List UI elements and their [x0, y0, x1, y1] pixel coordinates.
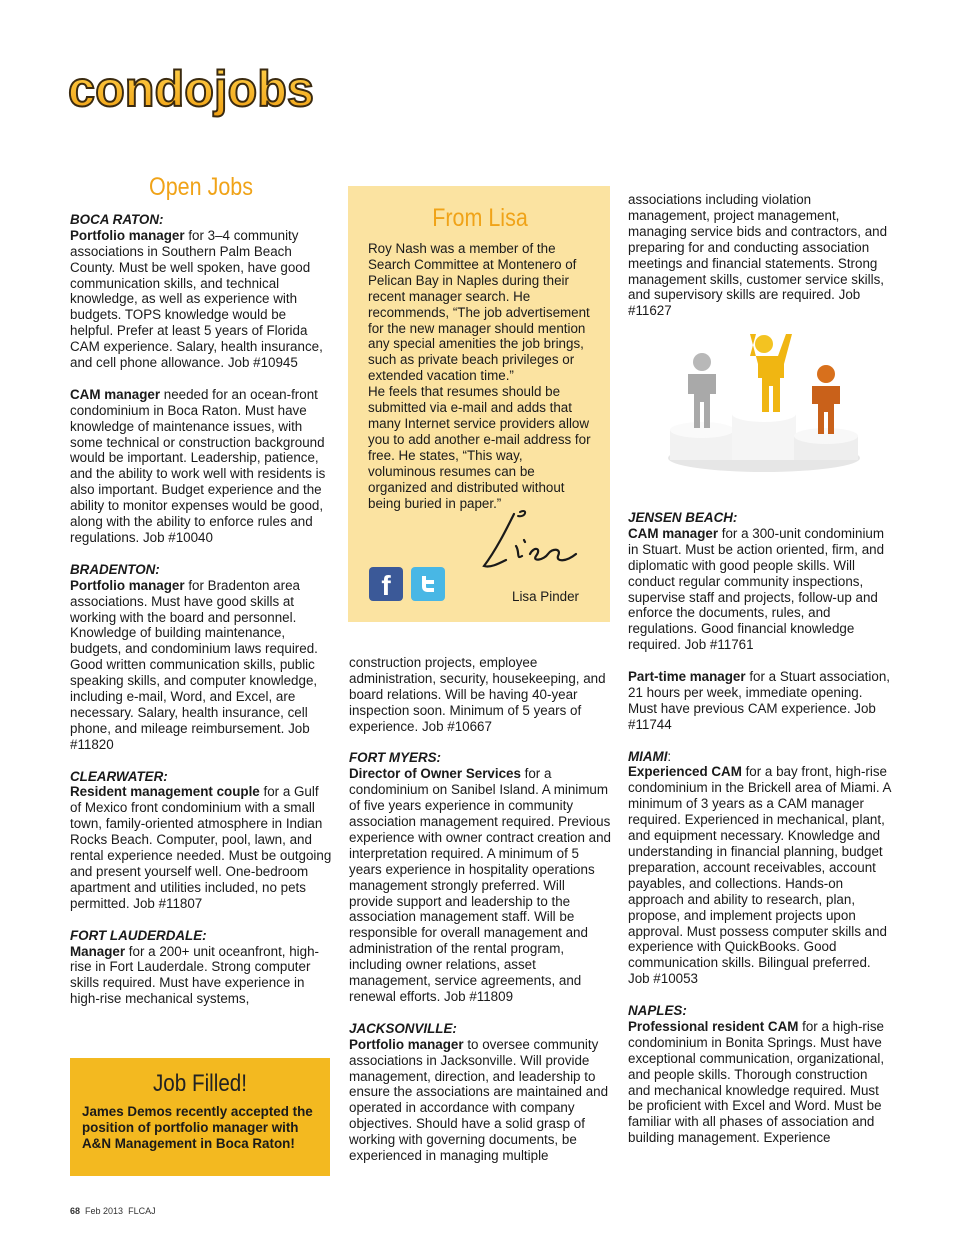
job-title: Part-time manager: [628, 669, 746, 685]
city-bradenton: BRADENTON:: [70, 561, 160, 577]
twitter-icon[interactable]: [411, 567, 445, 601]
job-body: for a condominium on Sanibel Island. A minimum of five years experience in community association management required. Previous experience with owner contract creation and interpretation required. A minimum of 5 years experience in hospitality operations management strongly preferred. Will provide support and leadership to the association management staff. Will be responsible for overall management and administration of the rental program, including owner relations, asset management, service agreements, and renewal efforts. Job #11809: [349, 766, 612, 1005]
logo-text: condojobs: [68, 62, 314, 117]
city-jensen-beach: JENSEN BEACH:: [628, 510, 738, 525]
city-clearwater: CLEARWATER:: [70, 768, 168, 784]
lisa-paragraph-2: He feels that resumes should be submitted via e-mail and adds that many Internet service providers allow you to add another e-mail address for free. He states, “This way, voluminous resumes can be organized and distributed without being buried in paper.”: [368, 384, 591, 511]
job-body: for a Stuart association, 21 hours per week, immediate opening. Must have previous CAM experience. Job #11744: [628, 669, 890, 732]
twitter-bird-icon: [411, 567, 445, 601]
job-title: CAM manager: [70, 386, 161, 402]
column-3-bottom: [628, 510, 892, 1146]
column-3-top: [628, 192, 892, 319]
city-miami-colon: :: [667, 748, 672, 764]
job-filled-body: James Demos recently accepted the position of portfolio manager with A&N Management in Boca Raton!: [82, 1104, 313, 1151]
job-body: for a high-rise condominium in Bonita Springs. Must have exceptional communication, organizational, and people skills. Thorough construction and mechanical knowledge required. Must be proficient with Excel and Word. Must be familiar with all phases of association and building management. Experience: [628, 1018, 885, 1146]
job-title: Resident management couple: [70, 784, 260, 800]
job-miami: [628, 764, 892, 987]
job-title: Portfolio manager: [70, 227, 185, 243]
condojobs-logo-graphic: [64, 62, 322, 124]
city-fort-myers: FORT MYERS:: [349, 750, 442, 766]
column-1: [70, 173, 332, 1007]
job-title: Experienced CAM: [628, 764, 742, 780]
city-miami: [628, 749, 892, 765]
job-body: to oversee community associations in Jacksonville. Will provide management, direction, and leadership to ensure the associations are maintained and operated in accordance with company objectives. Should have a solid grasp of working with governing documents, be experienced in managing multiple: [349, 1036, 609, 1164]
issue-date: Feb 2013: [85, 1206, 124, 1216]
from-lisa-heading: From Lisa: [432, 204, 528, 232]
job-title: Portfolio manager: [70, 577, 185, 593]
job-body: for 3–4 community associations in Southern Palm Beach County. Must be well spoken, have good communication skills, and technical knowledge, as well as experience with budgets. TOPS knowledge would be helpful. Prefer at least 5 years of Florida CAM experience. Salary, health insurance, and cell phone allowance. Job #10945: [70, 227, 323, 371]
page-footer: [70, 1206, 156, 1216]
job-title: CAM manager: [628, 525, 719, 541]
job-jensen-part-time: [628, 669, 892, 733]
job-boca-cam: [70, 387, 332, 546]
city-miami-name: MIAMI: [628, 748, 668, 764]
job-fort-lauderdale-continued: construction projects, employee administration, security, housekeeping, and board relations. Will be having 40-year inspection soon. Minimum of 5 years of experience. Job #10667: [349, 655, 606, 734]
job-fort-myers: [349, 766, 611, 1005]
job-body: for a bay front, high-rise condominium in the Brickell area of Miami. A minimum of 3 years as a CAM manager required. Experienced in mechanical, plant, and equipment necessary. Knowledge and understanding in financial planning, budget preparation, account receivables, account payables, and collections. Hands-on approach and ability to research, plan, propose, and implement projects upon approval. Must possess computer skills and experience with QuickBooks. Good communication skills. Bilingual preferred. Job #10053: [628, 764, 891, 987]
job-title: Professional resident CAM: [628, 1018, 799, 1034]
condojobs-logo: [64, 62, 322, 124]
page-number: 68: [70, 1206, 81, 1216]
job-jacksonville-continued: associations including violation management, project management, managing service bids and contractors, and preparing for and conducting association meetings and financial statements. Strong management skills, customer service skills, and supervisory skills are required. Job #11627: [628, 192, 888, 319]
job-body: for a Gulf of Mexico front condominium with a small town, family-oriented atmosphere in Indian Rocks Beach. Computer, pool, lawn, and rental experience needed. Must be outgoing and present yourself well. One-bedroom apartment and utilities included, no pets permitted. Job #11807: [70, 784, 332, 911]
lisa-signature-icon: [476, 506, 586, 578]
job-body: for Bradenton area associations. Must have good skills at working with the board and personnel. Knowledge of building maintenance, budgets, and condominium laws required. Good written communication skills, public speaking skills, and computer knowledge, including e-mail, Word, and Excel, are necessary. Salary, health insurance, cell phone, and mileage reimbursement. Job #11820: [70, 577, 318, 752]
city-boca-raton: BOCA RATON:: [70, 211, 164, 227]
city-fort-lauderdale: FORT LAUDERDALE:: [70, 927, 207, 943]
job-jacksonville: [349, 1037, 611, 1164]
lisa-paragraph-1: Roy Nash was a member of the Search Committee at Montenero of Pelican Bay in Naples during their recent manager search. He recommends, “The job advertisement for the new manager should mention any special amenities the job brings, such as private beach privileges or extended vacation time.”: [368, 241, 590, 384]
job-title: Manager: [70, 943, 126, 959]
facebook-icon[interactable]: f: [369, 567, 403, 601]
city-naples: NAPLES:: [628, 1003, 687, 1019]
job-fort-lauderdale: [70, 944, 332, 1008]
lisa-signature-name: Lisa Pinder: [512, 589, 579, 604]
publication-name: FLCAJ: [128, 1206, 156, 1216]
job-body: for a 300-unit condominium in Stuart. Must be action oriented, firm, and diplomatic with good people skills. Will conduct regular community inspections, supervise staff and projects, follow-up and enforce the documents, rules, and regulations. Good financial knowledge required. Job #11761: [628, 525, 885, 653]
job-title: Portfolio manager: [349, 1036, 464, 1052]
job-body: needed for an ocean-front condominium in Boca Raton. Must have knowledge of maintenance issues, with some technical or construction background would be important. Leadership, patience, and the ability to work well with residents is also important. Budget experience and the ability to monitor expenses would be good, along with the ability to enforce rules and regulations. Job #10040: [70, 386, 326, 546]
job-boca-portfolio: [70, 228, 332, 371]
job-bradenton: [70, 578, 332, 753]
job-title: Director of Owner Services: [349, 766, 521, 782]
job-filled-box: [70, 1058, 330, 1176]
job-filled-title: Job Filled!: [152, 1070, 248, 1097]
job-naples: [628, 1019, 892, 1146]
city-jacksonville: JACKSONVILLE:: [349, 1020, 457, 1036]
job-clearwater: [70, 784, 332, 911]
job-jensen-cam: [628, 526, 892, 653]
job-body: for a 200+ unit oceanfront, high-rise in Fort Lauderdale. Strong computer skills required. Must have experience in high-rise mechanical systems,: [70, 943, 320, 1007]
podium-figures-icon: [664, 330, 864, 480]
open-jobs-heading: Open Jobs: [148, 173, 253, 201]
column-2: [349, 655, 611, 1164]
